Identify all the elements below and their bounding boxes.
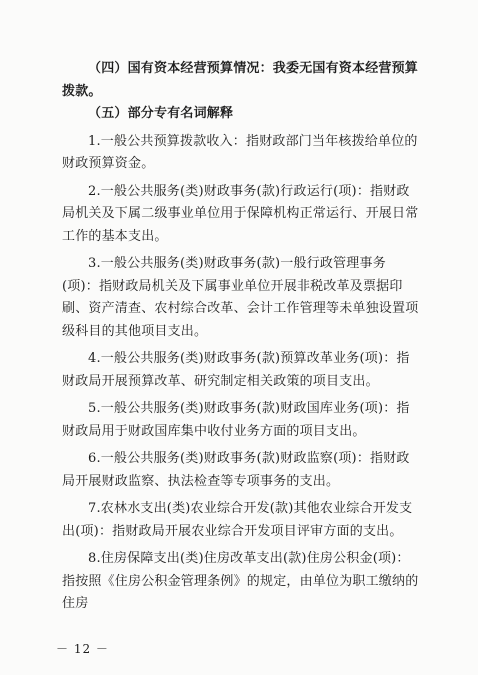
term-1-paragraph: 1.一般公共预算拨款收入：指财政部门当年核拨给单位的财政预算资金。 — [62, 133, 418, 171]
section-four-paragraph: （四）国有资本经营预算情况：我委无国有资本经营预算拨款。 — [62, 61, 419, 99]
term-5-paragraph: 5.一般公共服务(类)财政事务(款)财政国库业务(项)：指财政局用于财政国库集中收付业务方面的项目支出。 — [62, 401, 410, 439]
term-3-paragraph: 3.一般公共服务(类)财政事务(款)一般行政管理事务(项)：指财政局机关及下属事业单位开展非税改革及票据印刷、资产清查、农村综合改革、会计工作管理等未单独设置项级科目的其他项目支出。 — [62, 256, 419, 339]
term-4-paragraph: 4.一般公共服务(类)财政事务(款)预算改革业务(项)：指财政局开展预算改革、研究制定相关政策的项目支出。 — [62, 351, 410, 389]
page-number: － 12 － — [56, 642, 109, 656]
term-8-paragraph: 8.住房保障支出(类)住房改革支出(款)住房公积金(项)：指按照《住房公积金管理条例》的规定，由单位为职工缴纳的住房 — [62, 551, 419, 611]
term-6-paragraph: 6.一般公共服务(类)财政事务(款)财政监察(项)：指财政局开展财政监察、执法检查等专项事务的支出。 — [62, 451, 410, 489]
term-7-paragraph: 7.农林水支出(类)农业综合开发(款)其他农业综合开发支出(项)：指财政局开展农业综合开发项目评审方面的支出。 — [62, 501, 413, 539]
document-body — [62, 58, 422, 616]
term-2-paragraph: 2.一般公共服务(类)财政事务(款)行政运行(项)：指财政局机关及下属二级事业单位用于保障机构正常运行、开展日常工作的基本支出。 — [62, 183, 419, 244]
section-five-heading: （五）部分专有名词解释 — [88, 106, 234, 121]
